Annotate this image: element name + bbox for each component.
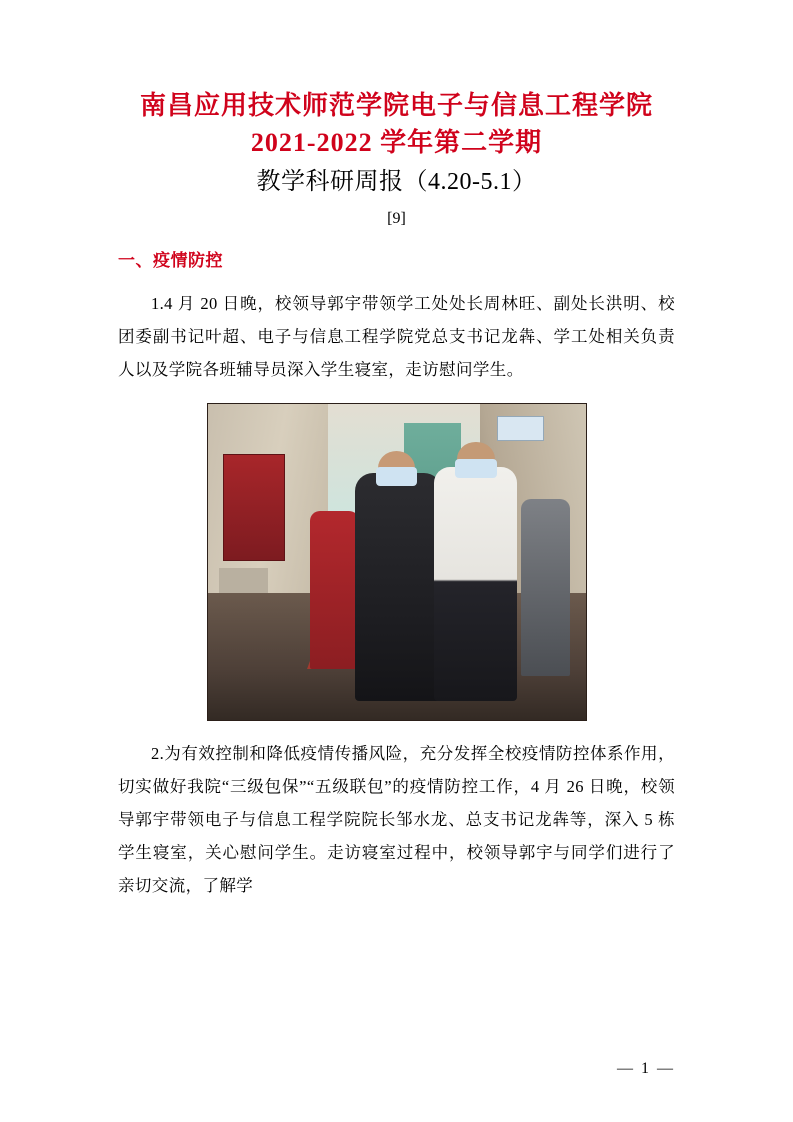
issue-number: [9] [387, 209, 406, 227]
photo-person-white-sweater [434, 467, 517, 701]
photo-person-dark-jacket [355, 473, 442, 701]
section-heading-epidemic-control: 一、疫情防控 [118, 250, 223, 270]
photo-person-dark-jacket-mask [376, 467, 418, 486]
document-title-line-1: 南昌应用技术师范学院电子与信息工程学院 [139, 91, 653, 120]
title-block [118, 88, 675, 200]
page-number: — 1 — [617, 1060, 675, 1077]
photo-wall-sign [497, 416, 544, 440]
photo-figure [207, 403, 587, 721]
photo-person-white-sweater-mask [455, 459, 497, 478]
photo-person-background-right [521, 499, 570, 676]
paragraph-2: 2.为有效控制和降低疫情传播风险，充分发挥全校疫情防控体系作用，切实做好我院“三级包保”“五级联包”的疫情防控工作，4 月 26 日晚，校领导郭宇带领电子与信息工程学院院长邹水龙、总支书记龙犇等，深入 5 栋学生寝室，关心慰问学生。走访寝室过程中，校领导郭宇与同学们进行了亲切交流，了解学 [118, 744, 675, 896]
document-subtitle: 教学科研周报（4.20-5.1） [256, 168, 537, 195]
paragraph-1: 1.4 月 20 日晚，校领导郭宇带领学工处处长周林旺、副处长洪明、校团委副书记叶超、电子与信息工程学院党总支书记龙犇、学工处相关负责人以及学院各班辅导员深入学生寝室，走访慰问学生。 [118, 294, 675, 380]
photo-leaders-visiting-dormitory [207, 403, 587, 721]
photo-red-poster [223, 454, 285, 560]
photo-person-red-coat [310, 511, 359, 669]
document-title-line-2: 2021-2022 学年第二学期 [250, 127, 543, 157]
